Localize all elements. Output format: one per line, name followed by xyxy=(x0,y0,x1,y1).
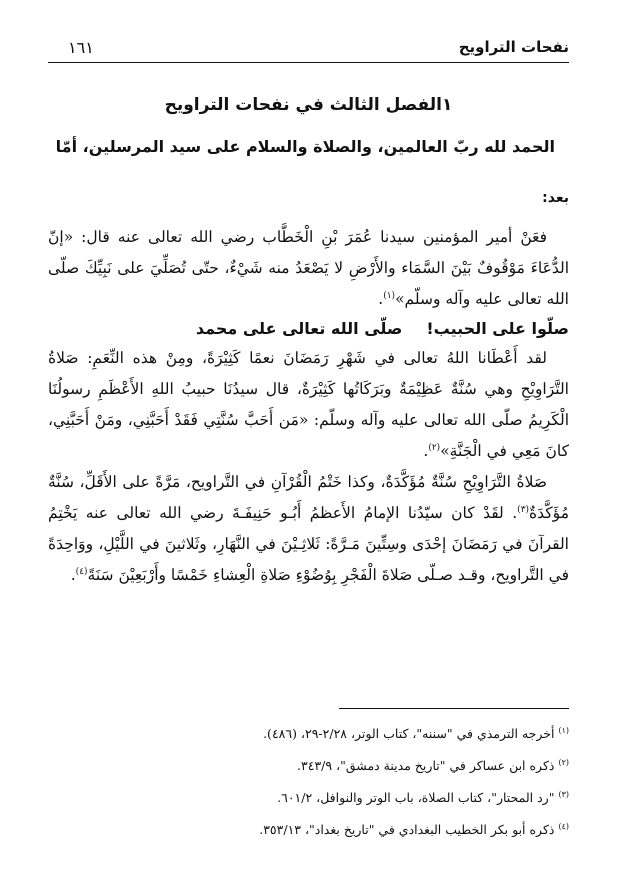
paragraph-punct: . xyxy=(378,290,384,308)
footnote-marker: (٤) xyxy=(75,566,88,577)
subheading-part-a: صلّوا على الحبيب! xyxy=(426,319,569,338)
footnote xyxy=(48,782,569,814)
paragraph-text: فعَنْ أمير المؤمنين سيدنا عُمَرَ بْنِ الْخَطَّاب رضي الله تعالى عنه قال: «إنّ الدُّعَاءَ مَوْقُوفٌ بَيْنَ السَّمَاء والأَرْضِ لا يَصْعَدُ منه شَيْءٌ، حتّى تُصَلِّيَ على نَبِيِّكَ صلّى الله تعالى عليه وآله وسلّم» xyxy=(48,228,569,308)
paragraph-khatm-quran xyxy=(48,467,569,591)
paragraph-text: صَلاةُ التَّرَاوِيْحِ سُنَّةٌ مُؤَكَّدَةٌ، وكذا خَتْمُ الْقُرْآنِ في التَّراويح، مَرَّةً على الأَقَلِّ، سُنَّةٌ مُؤَكَّدَةٌ xyxy=(48,473,569,522)
paragraph-punct: . xyxy=(70,566,76,584)
footnote-number: (٣) xyxy=(558,789,569,799)
footnote-divider xyxy=(339,708,569,709)
footnote-number: (٤) xyxy=(558,821,569,831)
footnote xyxy=(48,814,569,846)
footnote-number: (٢) xyxy=(558,757,569,767)
footnote-text: ذكره أبو بكر الخطيب البغدادي في "تاريخ بغداد"، ٣٥٣/١٣. xyxy=(259,822,555,837)
footnote-marker: (١) xyxy=(383,290,396,301)
footnote-marker: (٣) xyxy=(517,504,530,515)
footnote-marker: (٢) xyxy=(428,442,441,453)
footnote-text: ذكره ابن عساكر في "تاريخ مدينة دمشق"، ٣٤٣/٩. xyxy=(297,758,555,773)
paragraph-text-continued: . لقَدْ كان سيّدُنا الإمامُ الأَعظمُ أَبُـو حَنِيفَـةَ رضي الله تعالى عنه يَخْتِمُ القرآنَ في رَمَضَانَ إحْدَى وسِتِّينَ مَـرَّةً: ثَلاثِـيْنَ في النَّهَارِ، وثَلاثينَ في اللَّيْلِ، ووَاحِدَةً في التَّراويح، وقـد صـلّى صَلاةَ الْفَجْرِ بِوُضُوْءِ صَلاةِ الْعِشاءِ خَمْسًا وأَرْبَعِيْنَ سَنَةً xyxy=(48,504,569,584)
footnote-text: أخرجه الترمذي في "سننه"، كتاب الوتر، ٢/٢٨-٢٩، (٤٨٦). xyxy=(263,726,555,741)
main-text xyxy=(48,222,569,591)
ba3d-label: بعد: xyxy=(542,190,569,206)
running-title: نفحات التراويح xyxy=(458,38,569,56)
chapter-title: ١الفصل الثالث في نفحات التراويح xyxy=(164,95,453,115)
paragraph-hadith-umar xyxy=(48,222,569,315)
footnote xyxy=(48,718,569,750)
footnotes xyxy=(48,718,569,846)
footnote-number: (١) xyxy=(558,725,569,735)
paragraph-punct: . xyxy=(423,442,429,460)
page-number: ١٦١ xyxy=(68,37,94,57)
subheading-salawat xyxy=(48,315,569,343)
opening-doxology: الحمد لله ربّ العالمين، والصلاة والسلام على سيد المرسلين، أمّا xyxy=(55,137,555,156)
paragraph-text: لقد أَعْطَانا اللهُ تعالى في شَهْرِ رَمَضَانَ نعمًا كَثِيْرَةً، ومِنْ هذه النِّعَمِ: صَلاةُ التَّرَاوِيْحِ وهي سُنَّةٌ عَظِيْمَةٌ وبَرَكَاتُها كَثِيْرَةٌ، قال سيدُنَا حبيبُ اللهِ الأَعْظَمِ رسولُنَا الْكَرِيمُ صلّى الله تعالى عليه وآله وسلّم: «مَن أَحَبَّ سُنَّتِي فَقَدْ أَحَبَّنِي، ومَنْ أَحَبَّنِي، كانَ مَعِي في الْجَنَّةِ» xyxy=(48,349,569,460)
header-divider xyxy=(48,62,569,63)
running-header xyxy=(68,36,569,58)
footnote xyxy=(48,750,569,782)
footnote-text: "رد المحتار"، كتاب الصلاة، باب الوتر والنوافل، ٦٠١/٢. xyxy=(277,790,555,805)
paragraph-taraweeh-sunnah xyxy=(48,343,569,467)
subheading-part-b: صلّى الله تعالى على محمد xyxy=(195,319,403,338)
